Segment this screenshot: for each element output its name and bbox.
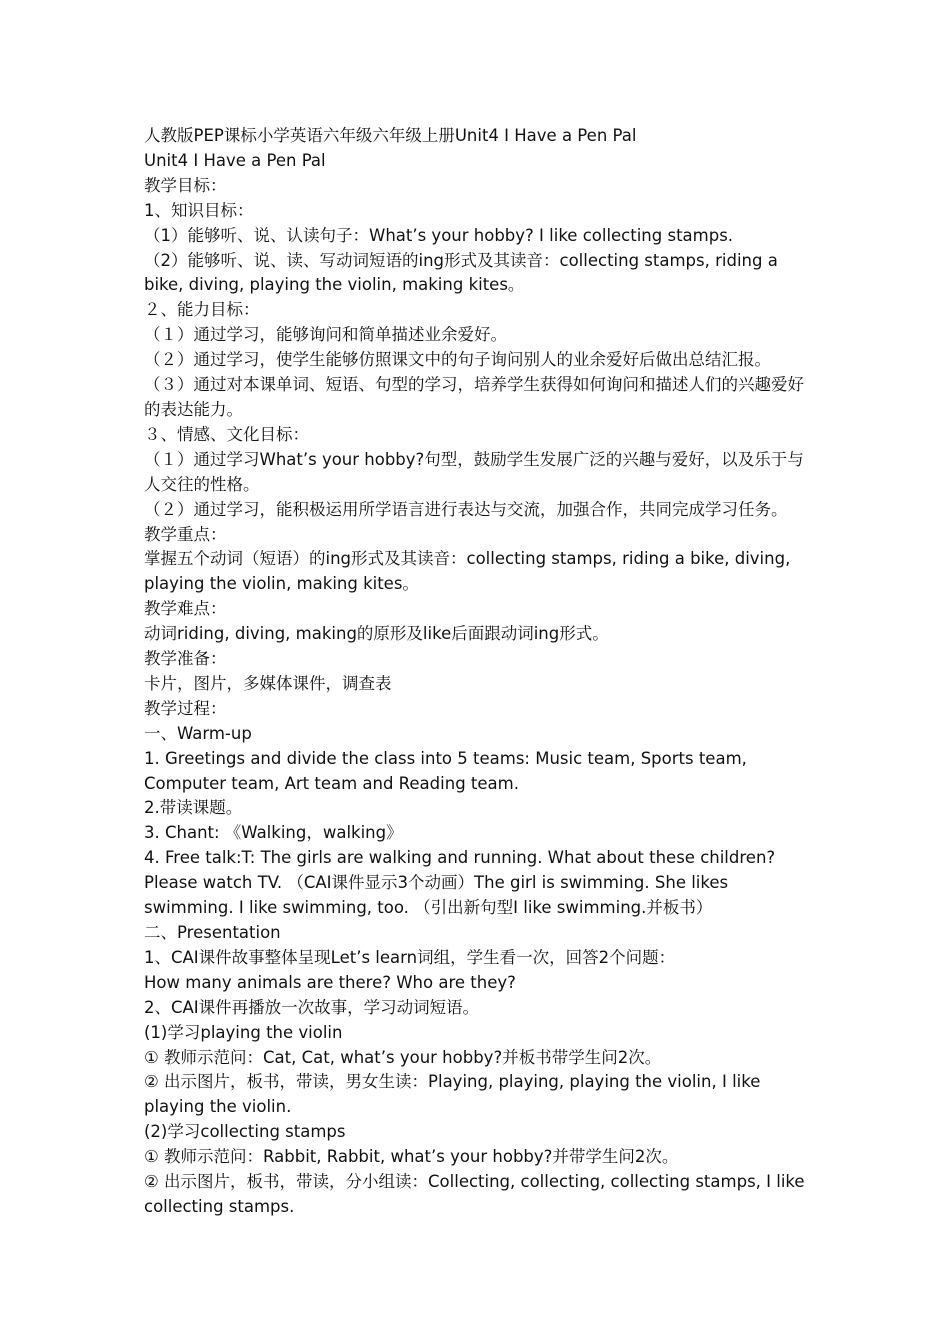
section-heading: 教学过程： (144, 698, 227, 718)
document-title: 人教版PEP课标小学英语六年级六年级上册Unit4 I Have a Pen Pal (144, 126, 637, 145)
paragraph: （1）能够听、说、认读句子：What’s your hobby? I like collecting stamps. (144, 225, 734, 245)
paragraph: (1)学习playing the violin (144, 1022, 343, 1042)
paragraph: ② 出示图片，板书，带读，男女生读：Playing, playing, playing the violin, I like playing the violin. (144, 1072, 761, 1117)
document-body (144, 124, 810, 1220)
section-heading: 教学难点： (144, 599, 227, 619)
unit-title: Unit4 I Have a Pen Pal (144, 150, 326, 170)
paragraph: ① 教师示范问：Cat, Cat, what’s your hobby?并板书带学生问2次。 (144, 1047, 662, 1067)
paragraph: (2)学习collecting stamps (144, 1122, 346, 1142)
subsection-heading: ２、能力目标： (144, 300, 260, 320)
subsection-heading: ３、情感、文化目标： (144, 424, 309, 444)
paragraph: （２）通过学习，使学生能够仿照课文中的句子询问别人的业余爱好后做出总结汇报。 (144, 350, 771, 370)
paragraph: 1. Greetings and divide the class into 5 teams: Music team, Sports team, Computer team, Art team and Reading team. (144, 748, 747, 793)
step-heading: 一、Warm-up (144, 723, 252, 743)
paragraph: （１）通过学习What’s your hobby?句型，鼓励学生发展广泛的兴趣与爱好，以及乐于与人交往的性格。 (144, 449, 804, 494)
paragraph: （２）通过学习，能积极运用所学语言进行表达与交流，加强合作，共同完成学习任务。 (144, 499, 788, 519)
section-heading: 教学重点： (144, 524, 227, 544)
paragraph: 1、CAI课件故事整体呈现Let’s learn词组，学生看一次，回答2个问题： (144, 947, 676, 967)
section-heading: 教学目标： (144, 175, 227, 195)
subsection-heading: 1、知识目标： (144, 200, 254, 220)
paragraph: 卡片，图片，多媒体课件，调查表 (144, 673, 392, 693)
paragraph: 2、CAI课件再播放一次故事，学习动词短语。 (144, 997, 480, 1017)
paragraph: （2）能够听、说、读、写动词短语的ing形式及其读音：collecting stamps, riding a bike, diving, playing the violin, making kites。 (144, 250, 778, 295)
paragraph: 4. Free talk:T: The girls are walking and running. What about these children? Please watch TV. （CAI课件显示3个动画）The girl is swimming. She likes swimming. I like swimming, too. （引出新句型I like swimming.并板书） (144, 848, 776, 918)
paragraph: 动词riding, diving, making的原形及like后面跟动词ing形式。 (144, 624, 609, 644)
paragraph: 掌握五个动词（短语）的ing形式及其读音：collecting stamps, riding a bike, diving, playing the violin, making kites。 (144, 549, 791, 594)
paragraph: ② 出示图片，板书，带读，分小组读：Collecting, collecting, collecting stamps, I like collecting stamps. (144, 1172, 805, 1216)
paragraph: ① 教师示范问：Rabbit, Rabbit, what’s your hobby?并带学生问2次。 (144, 1147, 679, 1167)
paragraph: How many animals are there? Who are they? (144, 972, 516, 992)
paragraph: （３）通过对本课单词、短语、句型的学习，培养学生获得如何询问和描述人们的兴趣爱好的表达能力。 (144, 375, 804, 419)
paragraph: 3. Chant: 《Walking，walking》 (144, 823, 403, 843)
step-heading: 二、Presentation (144, 923, 281, 942)
paragraph: （１）通过学习，能够询问和简单描述业余爱好。 (144, 325, 507, 345)
paragraph: 2.带读课题。 (144, 798, 243, 818)
section-heading: 教学准备： (144, 649, 227, 669)
